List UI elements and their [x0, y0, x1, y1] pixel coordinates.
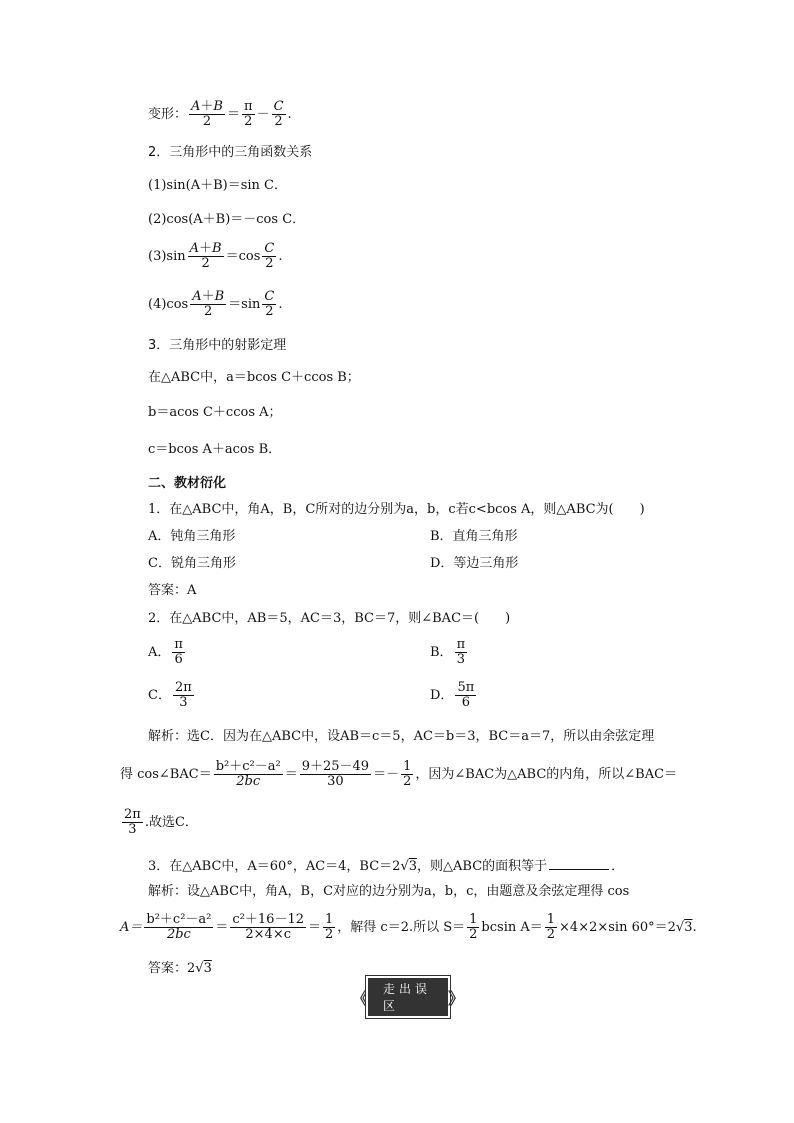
q2-option-a: A． $\frac{\pi}{6}$	[148, 637, 183, 667]
q2-option-b: B． $\frac{\pi}{3}$	[430, 637, 466, 667]
relation-3: (3)sin $\frac{A+B}{2}$ ＝cos $\frac{C}{2}$ .	[148, 241, 283, 271]
projection-2: b＝acos C＋ccos A；	[148, 405, 282, 420]
sqrt-icon: √	[675, 920, 685, 935]
q3-solution-line2: A＝ $\frac{\text{b²＋c²－a²}}{2bc}$ ＝ $\frac{\text{c²＋16－12}}{2\times 4\times c}$ ＝ $\frac{1}{2}$ ，解得 c＝2.所以 S＝ $\frac{1}{2}$ bcsin A＝ $\frac{1}{2}$ ×4×2×sin 60°＝2√3.	[120, 912, 697, 942]
q2-solution-line1: 解析：选C．因为在△ABC中，设AB＝c＝5，AC＝b＝3，BC＝a＝7，所以由余弦定理	[148, 729, 655, 744]
sqrt-icon: √	[400, 859, 409, 874]
q3-answer: 答案：2√3	[148, 961, 212, 976]
answer-blank[interactable]	[549, 857, 609, 870]
q1-answer: 答案：A	[148, 583, 197, 598]
q2-solution-line2: 得 cos∠BAC＝ $\frac{\text{b²＋c²－a²}}{2bc}$ ＝ $\frac{9+25-49}{30}$ ＝－ $\frac{1}{2}$ ，因为∠BAC为△ABC的内角，所以∠BAC＝	[120, 759, 678, 789]
q2-option-d: D． $\frac{5\pi}{6}$	[430, 680, 475, 710]
deform-formula: 变形： $\frac{A+B}{2}$ ＝ $\frac{\pi}{2}$ － $\frac{C}{2}$ .	[148, 99, 292, 129]
section-banner: 《 走出误区 》	[352, 988, 464, 1006]
chevron-right-icon: 》	[447, 988, 464, 1008]
projection-3: c＝bcos A＋acos B．	[148, 442, 282, 457]
q2-stem: 2．在△ABC中，AB＝5，AC＝3，BC＝7，则∠BAC＝( )	[148, 611, 511, 626]
projection-1: 在△ABC中，a＝bcos C＋ccos B；	[148, 370, 360, 385]
relation-4: (4)cos $\frac{A+B}{2}$ ＝sin $\frac{C}{2}$ .	[148, 289, 283, 319]
relation-2: (2)cos(A＋B)＝－cos C．	[148, 212, 306, 227]
q1-option-b: B．直角三角形	[430, 529, 518, 544]
chevron-left-icon: 《	[352, 988, 369, 1008]
q3-stem: 3．在△ABC中，A＝60°，AC＝4，BC＝2√3，则△ABC的面积等于 ．	[148, 859, 625, 874]
section-title-projection: 3．三角形中的射影定理	[148, 338, 287, 353]
q1-option-a: A．钝角三角形	[148, 529, 236, 544]
sqrt-icon: √	[195, 961, 204, 976]
q1-stem: 1．在△ABC中，角A，B，C所对的边分别为a，b，c若c<bcos A，则△ABC为( )	[148, 502, 645, 517]
q2-solution-line3: $\frac{2\pi}{3}$ .故选C．	[124, 807, 198, 837]
part-title-textbook: 二、教材衍化	[148, 476, 227, 491]
q3-solution-line1: 解析：设△ABC中，角A，B，C对应的边分别为a，b，c，由题意及余弦定理得 cos	[148, 884, 630, 899]
q2-option-c: C． $\frac{2\pi}{3}$	[148, 680, 192, 710]
q1-option-c: C．锐角三角形	[148, 556, 236, 571]
relation-1: (1)sin(A＋B)＝sin C．	[148, 178, 287, 193]
section-title-trig-relations: 2．三角形中的三角函数关系	[148, 145, 313, 160]
q1-option-d: D．等边三角形	[430, 556, 519, 571]
